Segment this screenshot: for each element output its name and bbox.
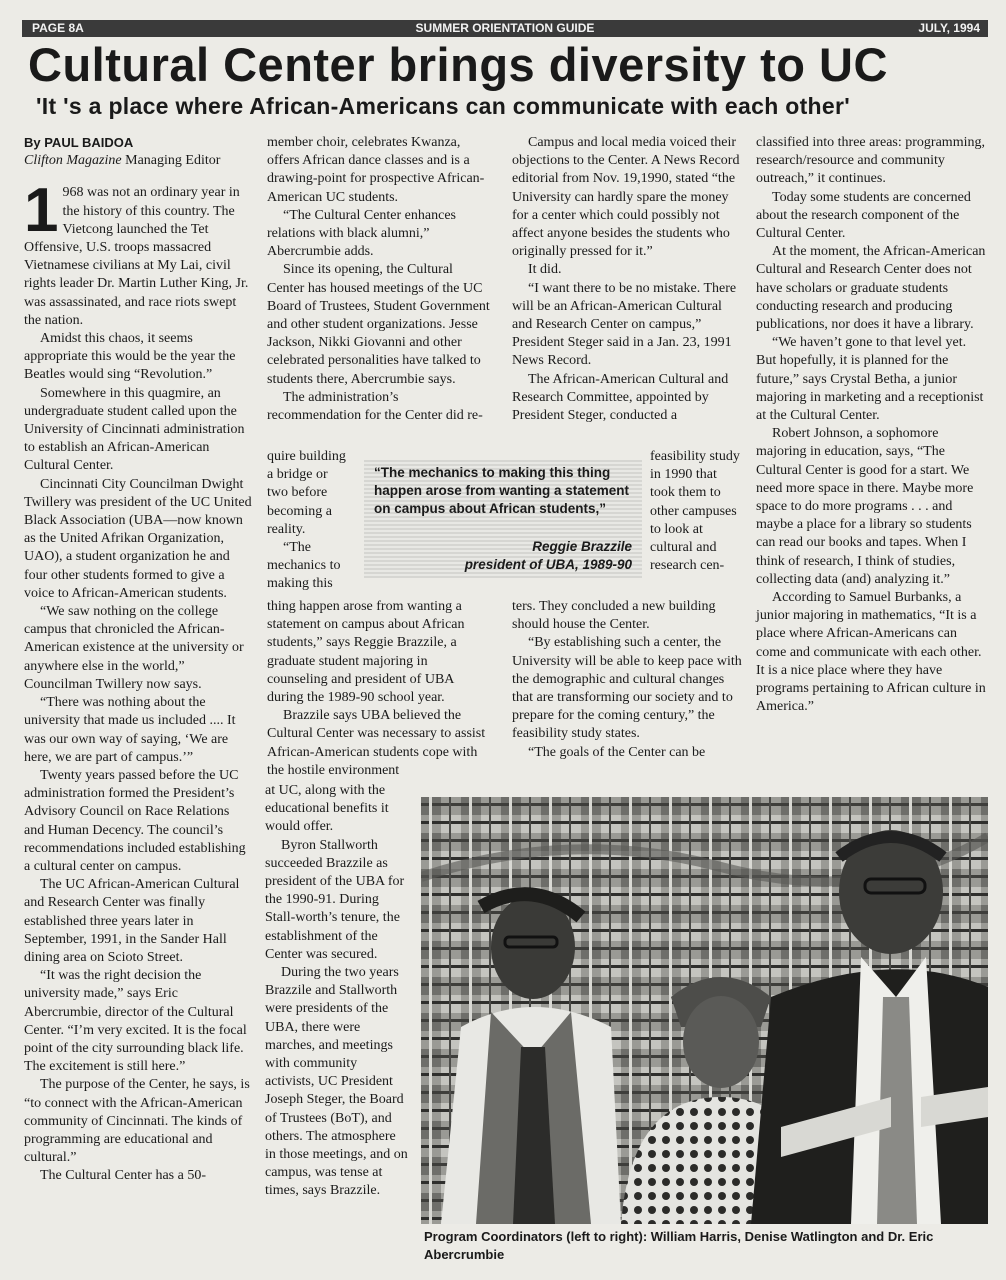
paragraph-text: The Cultural Center has a 50- (40, 1168, 207, 1184)
article-paragraph (512, 261, 742, 279)
article-paragraph (24, 876, 253, 967)
paragraph-text: Amidst this chaos, it seems appropriate this would be the year the Beatles would sing “Revolution.” (24, 331, 236, 383)
article-paragraph (267, 261, 490, 388)
paragraph-text: “We saw nothing on the college campus that chronicled the African-American existence at the university or anywhere else in the world,” Councilman Twillery now says. (24, 604, 244, 692)
article-paragraph (24, 176, 253, 330)
article-paragraph (267, 134, 490, 207)
article-paragraph (267, 707, 490, 780)
article-paragraph (650, 448, 742, 575)
paragraph-text: According to Samuel Burbanks, a junior majoring in mathematics, “It is a place where African-Americans can come and communicate with each other. It is a nice place where they have programs pertaining to African culture in America.” (756, 590, 986, 715)
paragraph-text: member choir, celebrates Kwanza, offers African dance classes and is a drawing-point for prospective African-American UC students. (267, 135, 485, 205)
article-paragraph (756, 134, 988, 189)
article-photo (421, 797, 988, 1224)
subheadline: 'It 's a place where African-Americans can communicate with each other' (36, 93, 851, 119)
article-paragraph (24, 1167, 253, 1185)
paragraph-text: ters. They concluded a new building should house the Center. (512, 599, 716, 633)
article-paragraph (512, 280, 742, 371)
paragraph-text: The administration’s recommendation for the Center did re- (267, 389, 483, 424)
article-paragraph (512, 744, 742, 762)
photo-illustration (421, 797, 988, 1224)
article-paragraph (756, 334, 988, 425)
section-name: SUMMER ORIENTATION GUIDE (415, 21, 595, 35)
article-paragraph (512, 134, 742, 261)
article-paragraph (512, 634, 742, 743)
paragraph-text: quire building a bridge or two before becoming a reality. (267, 449, 346, 537)
byline-publication: Clifton Magazine (24, 153, 122, 169)
article-paragraph (265, 837, 409, 964)
article-column-3-narrow (650, 448, 742, 575)
paragraph-text: Byron Stallworth succeeded Brazzile as president of the UBA for the 1990-91. During Stall-worth’s tenure, the establishment of the Center was secured. (265, 837, 405, 962)
pull-quote-attribution (465, 538, 632, 574)
issue-date: JULY, 1994 (918, 21, 980, 35)
article-paragraph (24, 603, 253, 694)
paragraph-text: It did. (528, 262, 562, 278)
paragraph-text: feasibility study in 1990 that took them to other campuses to look at cultural and research cen- (650, 449, 740, 574)
paragraph-text: thing happen arose from wanting a statement on campus about African students,” says Reggie Brazzile, a graduate student majoring in counseling and president of UBA during the 1989-90 school year. (267, 599, 465, 706)
article-paragraph (267, 207, 490, 262)
article-paragraph (265, 964, 409, 1201)
article-paragraph (24, 1076, 253, 1167)
paragraph-text: at UC, along with the educational benefits it would offer. (265, 783, 389, 835)
article-paragraph (756, 243, 988, 334)
article-paragraph (267, 598, 490, 707)
paragraph-text: The UC African-American Cultural and Research Center was finally established three years later in September, 1991, in the Sander Hall dining area on Scioto Street. (24, 877, 240, 965)
article-column-3-bottom (512, 598, 742, 762)
article-paragraph (756, 425, 988, 589)
pull-quote-role: president of UBA, 1989-90 (464, 557, 632, 572)
paragraph-text: “There was nothing about the university that made us included .... It was our own way of saying, ‘We are here, we are part of campus.’” (24, 695, 236, 765)
paragraph-text: “The Cultural Center enhances relations with black alumni,” Abercrumbie adds. (267, 207, 456, 260)
article-paragraph (512, 371, 742, 426)
article-paragraph (24, 967, 253, 1076)
article-paragraph (265, 782, 409, 837)
paragraph-text: “The mechanics to making this (267, 540, 341, 592)
article-paragraph (756, 589, 988, 716)
page-header-bar (22, 20, 988, 37)
paragraph-text: Campus and local media voiced their objections to the Center. A News Record editorial from Nov. 19,1990, stated “the University can hardly spare the money for a center which could possibly not affect anyone besides the students who originally pressed for it.” (512, 135, 740, 260)
paragraph-text: classified into three areas: programming, research/resource and community outreach,” it continues. (756, 135, 985, 187)
paragraph-text: The African-American Cultural and Research Committee, appointed by President Steger, conducted a (512, 371, 729, 424)
pull-quote-text: “The mechanics to making this thing happen arose from wanting a statement on campus about African students,” (374, 465, 630, 516)
article-column-3-top (512, 134, 742, 425)
paragraph-text: Robert Johnson, a sophomore majoring in education, says, “The Cultural Center is good for a start. We need more space in there. Maybe more space to do more programs . . . and maybe a place for a library so students can read our books and tapes. When I think of research, I think of studies, collecting data (and) analyzing it.” (756, 426, 974, 587)
byline-role: Managing Editor (125, 153, 221, 169)
article-paragraph (267, 389, 490, 425)
byline-author: By PAUL BAIDOA (24, 135, 134, 150)
paragraph-text: Since its opening, the Cultural Center has housed meetings of the UC Board of Trustees, Student Government and other student organizations. Jesse Jackson, Nikki Giovanni and other celebrated personalities have talked to students there, Abercrumbie says. (267, 262, 490, 387)
paragraph-text: “The goals of the Center can be (528, 744, 706, 760)
paragraph-text: Somewhere in this quagmire, an undergraduate student called upon the University of Cincinnati administration to establish an African-American Cultural Center. (24, 385, 245, 474)
article-paragraph (756, 189, 988, 244)
paragraph-text: During the two years Brazzile and Stallworth were presidents of the UBA, there were marches, and meetings with community activists, UC President Joseph Steger, the Board of Trustees (BoT), and others. The atmosphere in those meetings, and on campus, was tense at times, says Brazzile. (265, 965, 408, 1199)
article-column-2-narrow (267, 448, 352, 594)
article-column-1 (24, 134, 253, 1186)
article-paragraph (24, 694, 253, 767)
article-column-2-lower (265, 782, 409, 1201)
article-paragraph (24, 476, 253, 603)
paragraph-text: At the moment, the African-American Cultural and Research Center does not have scholars or graduate students conducting research and producing publications, nor does it have a library. (756, 244, 986, 333)
paragraph-text: The purpose of the Center, he says, is “to connect with the African-American community of Cincinnati. The kinds of programming are educational and cultural.” (24, 1077, 250, 1166)
article-column-2-middle (267, 598, 490, 780)
paragraph-text: Brazzile says UBA believed the Cultural Center was necessary to assist African-American students cope with the hostile environment (267, 708, 486, 778)
pull-quote (364, 460, 642, 578)
column-1-text (24, 176, 253, 1185)
byline-title (24, 152, 253, 170)
article-paragraph (267, 448, 352, 539)
article-paragraph (512, 598, 742, 634)
paragraph-text: “By establishing such a center, the University will be able to keep pace with the demographic and cultural changes that are transforming our society and to prepare for the coming century,” the feasibility study states. (512, 635, 742, 742)
article-paragraph (24, 385, 253, 476)
article-paragraph (267, 539, 352, 594)
pull-quote-name: Reggie Brazzile (532, 539, 632, 554)
article-column-4 (756, 134, 988, 717)
paragraph-text: Today some students are concerned about the research component of the Cultural Center. (756, 189, 971, 242)
paragraph-text: Cincinnati City Councilman Dwight Twillery was president of the UC United Black Association (UBA—now known as the United Afrikan Organization, UAO), a student organization he and four other students formed to give a voice to African-American students. (24, 476, 252, 601)
article-column-2-top (267, 134, 490, 425)
paragraph-text: “We haven’t gone to that level yet. But hopefully, it is planned for the future,” says Crystal Betha, a junior majoring in marketing and a receptionist at the Cultural Center. (756, 335, 984, 424)
paragraph-text: “I want there to be no mistake. There will be an African-American Cultural and Research Center on campus,” President Steger said in a Jan. 23, 1991 News Record. (512, 280, 737, 369)
photo-caption: Program Coordinators (left to right): William Harris, Denise Watlington and Dr. Eric Abercrumbie (424, 1229, 934, 1262)
article-paragraph (24, 767, 253, 876)
page-number: PAGE 8A (32, 21, 84, 35)
headline: Cultural Center brings diversity to UC (28, 38, 888, 91)
drop-cap: 1 (24, 176, 59, 246)
paragraph-text: Twenty years passed before the UC administration formed the President’s Advisory Council on Race Relations and Human Decency. The council’s recommendations included establishing a cultural center on campus. (24, 767, 246, 874)
article-paragraph (24, 330, 253, 385)
paragraph-text: 968 was not an ordinary year in the history of this country. The Vietcong launched the Tet Offensive, U.S. troops massacred Vietnamese civilians at My Lai, civil rights leader Dr. Martin Luther King, Jr. was assassinated, and race riots swept the nation. (24, 185, 249, 328)
paragraph-text: “It was the right decision the university made,” says Eric Abercrumbie, director of the Cultural Center. “I’m very excited. It is the focal point of the city surrounding black life. The excitement is still here.” (24, 968, 247, 1075)
